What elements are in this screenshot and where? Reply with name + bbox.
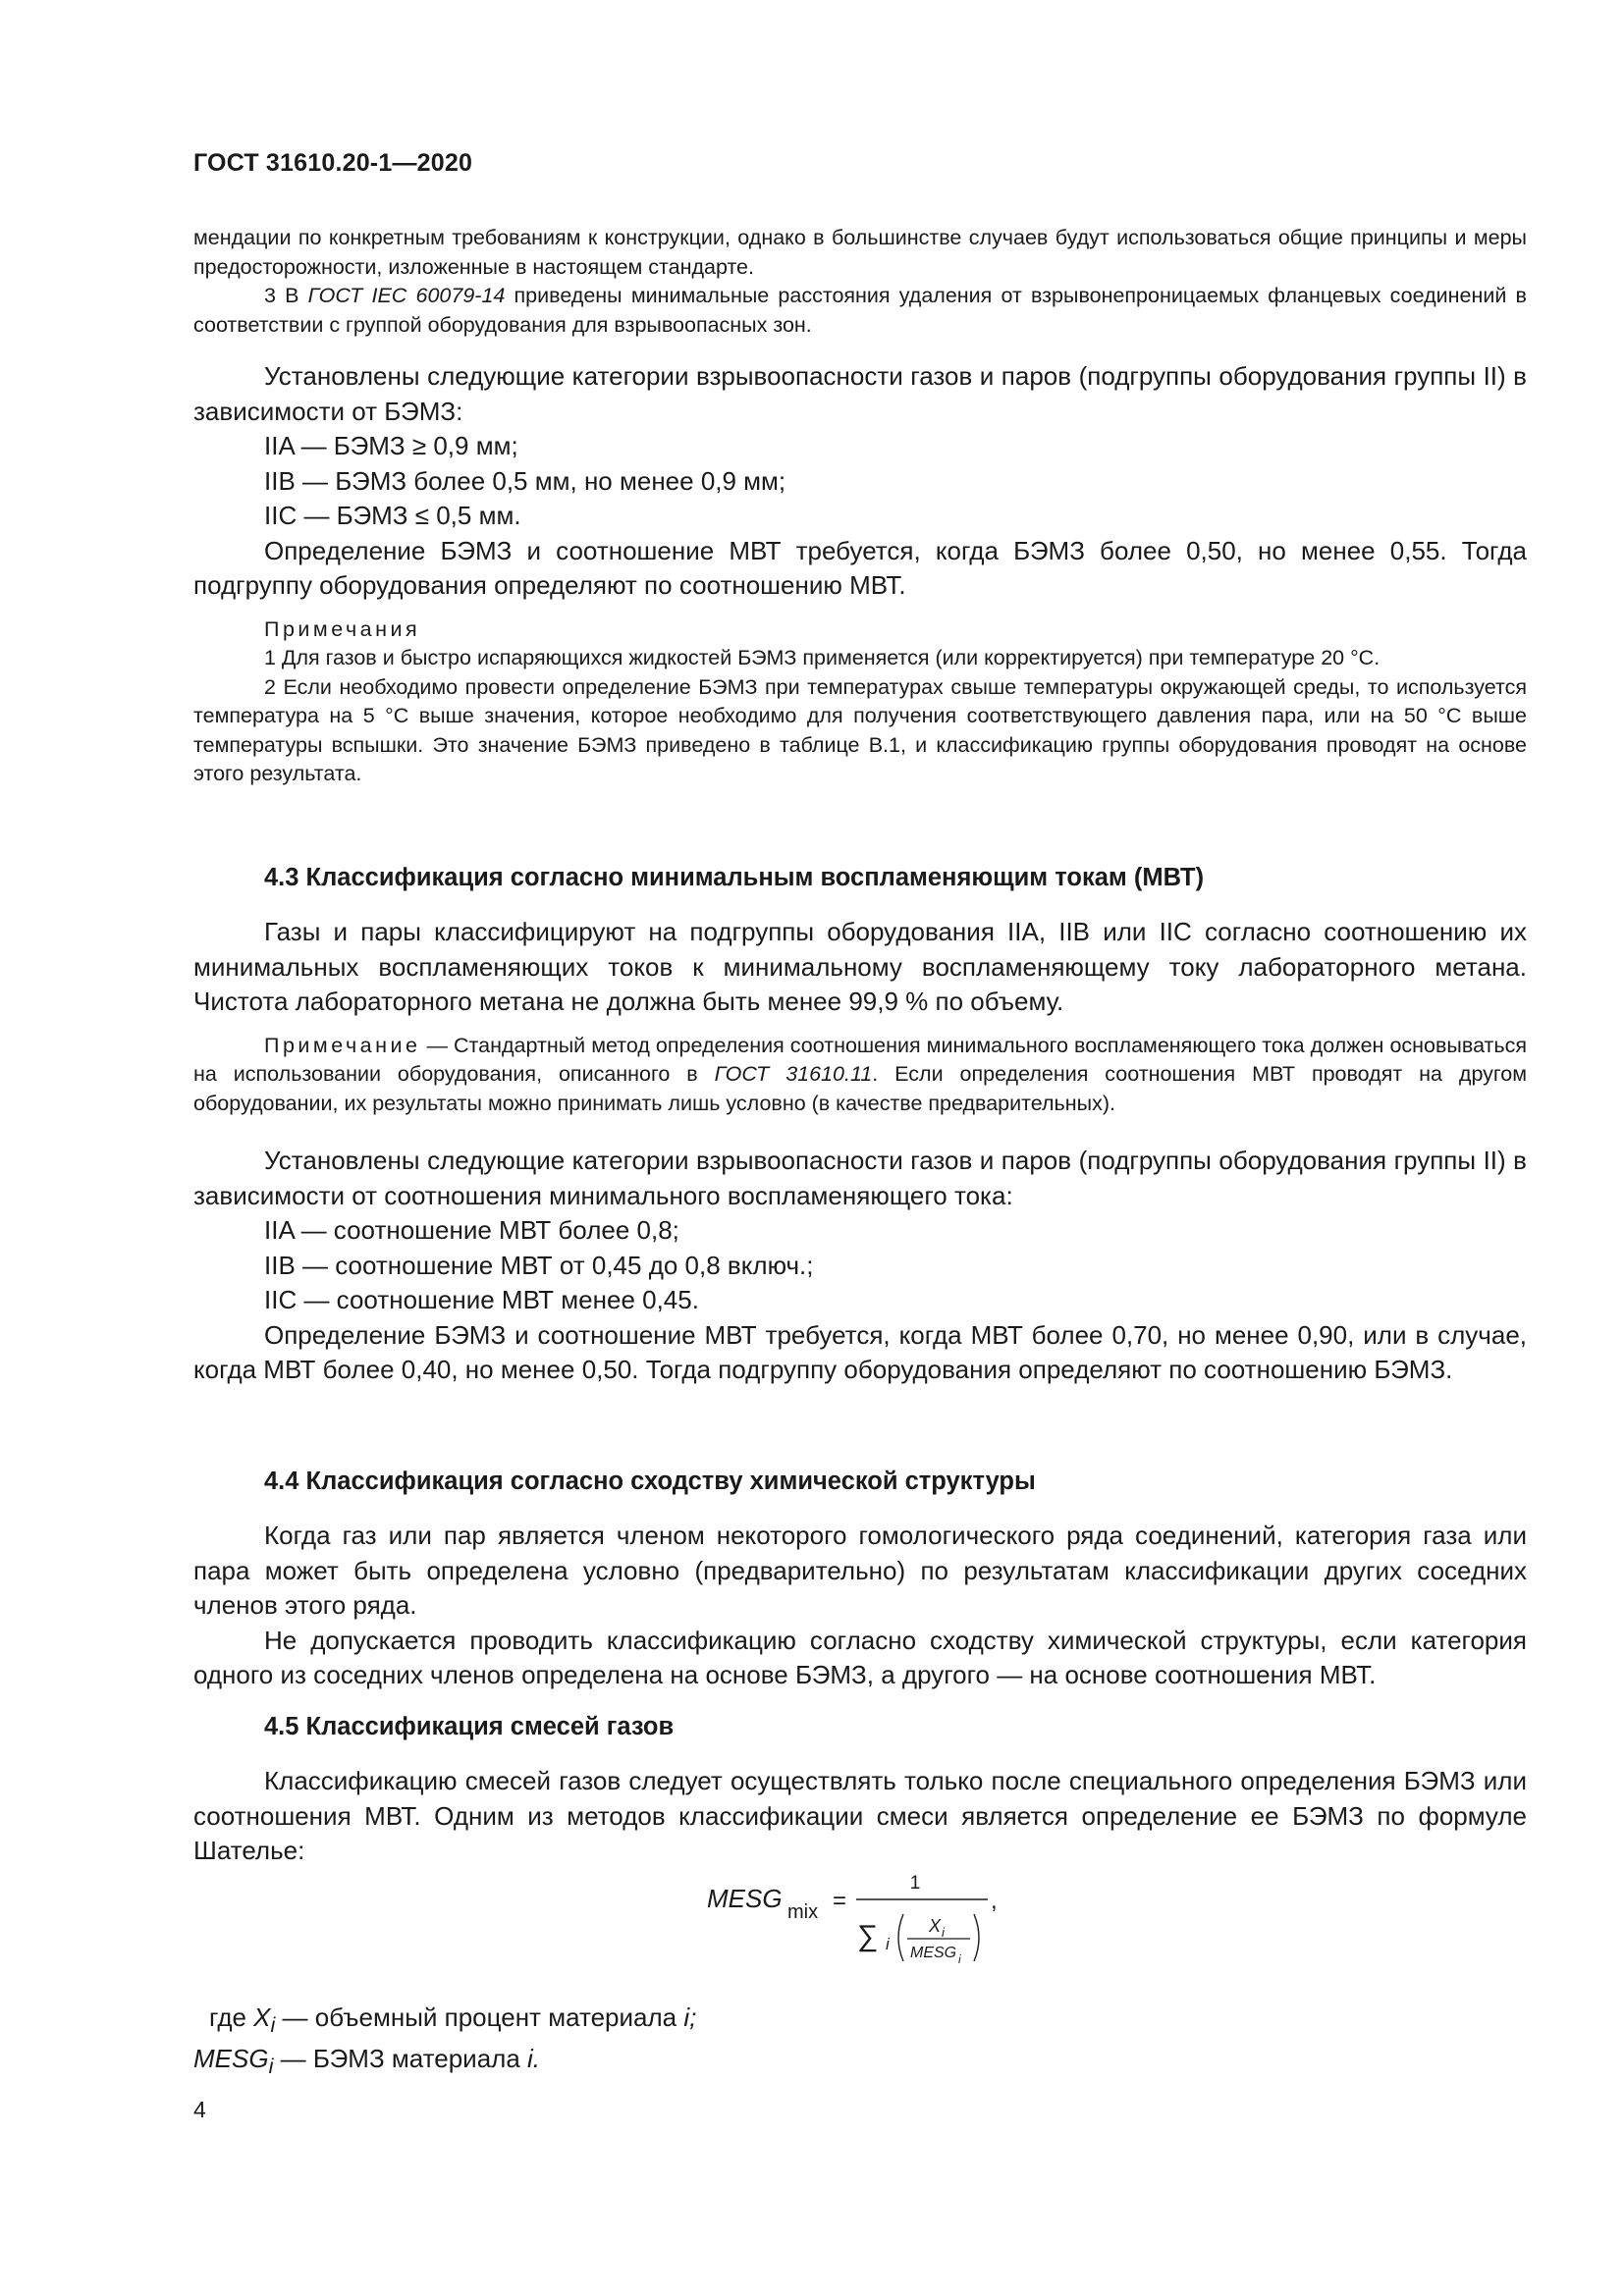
legend-variable: i; [683, 2002, 697, 2032]
note-3 [193, 282, 1527, 340]
formula-x-sub: i [942, 1925, 945, 1940]
legend-variable: MESG [193, 2044, 269, 2074]
section-4-4 [193, 1465, 1527, 1693]
formula-lhs: MESG [707, 1884, 783, 1913]
list-item: IIC — соотношение МВТ менее 0,45. [264, 1285, 699, 1314]
paragraph: Определение БЭМЗ и соотношение МВТ требуется, когда МВТ более 0,70, но менее 0,90, или в случае, когда МВТ более 0,40, но менее 0,50. Тогда подгруппу оборудования определяют по соотношению БЭМЗ. [193, 1319, 1527, 1384]
formula-lhs-sub: mix [787, 1901, 819, 1923]
note-label: Примечание [264, 1033, 421, 1057]
list-item: IIB — БЭМЗ более 0,5 мм, но менее 0,9 мм; [264, 465, 786, 496]
note-1: 1 Для газов и быстро испаряющихся жидкостей БЭМЗ применяется (или корректируется) при температуре 20 °C. [264, 646, 1380, 669]
formula-sum-sign: ∑ [857, 1920, 879, 1952]
section-4-3 [193, 861, 1527, 1388]
paragraph: Газы и пары классифицируют на подгруппы оборудования IIA, IIB или IIC согласно соотношению их минимальных воспламеняющих токов к минимальному воспламеняющему току лабораторного метана. Чистота лабораторного метана не должна быть менее 99,9 % по объему. [193, 917, 1527, 1016]
legend-variable: X [253, 2002, 271, 2032]
legend-subscript: i [268, 2054, 274, 2079]
page-title: ГОСТ 31610.20-1—2020 [193, 149, 473, 177]
note-text: — Стандартный метод определения соотношения минимального воспламеняющего тока должен основываться на использовании оборудования, описанного в [193, 1033, 1527, 1086]
legend-subscript: i [270, 2012, 276, 2038]
chatelier-formula [707, 1853, 1021, 1981]
paragraph: Установлены следующие категории взрывоопасности газов и паров (подгруппы оборудования группы II) в зависимости от БЭМЗ: [193, 361, 1527, 426]
formula-sum-sub: i [886, 1935, 890, 1953]
section-heading: 4.5 Классификация смесей газов [264, 1713, 675, 1740]
paragraph: Определение БЭМЗ и соотношение МВТ требуется, когда БЭМЗ более 0,50, но менее 0,55. Тогда подгруппу оборудования определяют по соотношению МВТ. [193, 535, 1527, 600]
standard-reference: ГОСТ 31610.11 [714, 1062, 873, 1086]
legend-text: — объемный процент материала [275, 2002, 684, 2032]
formula-equals: = [833, 1888, 847, 1914]
list-item: IIA — БЭМЗ ≥ 0,9 мм; [264, 431, 518, 460]
note-2: 2 Если необходимо провести определение БЭМЗ при температурах свыше температуры окружающей среды, то используется температура на 5 °C выше значения, которое необходимо для получения соответствующего давления пара, или на 50 °C выше температуры вспышки. Это значение БЭМЗ приведено в таблице В.1, и классификацию группы оборудования проводят на основе этого результата. [193, 674, 1527, 785]
formula-mesg-sub: i [958, 1952, 961, 1966]
legend-variable: i. [527, 2044, 541, 2074]
top-notes [193, 224, 1527, 340]
list-item: IIC — БЭМЗ ≤ 0,5 мм. [264, 501, 521, 530]
formula-x: X [929, 1916, 942, 1936]
formula-numerator: 1 [909, 1873, 921, 1894]
section-4-5 [193, 1710, 1527, 1869]
page-number: 4 [193, 2097, 206, 2122]
paragraph: Не допускается проводить классификацию согласно сходству химической структуры, если категория одного из соседних членов определена на основе БЭМЗ, а другого — на основе соотношения МВТ. [193, 1625, 1527, 1689]
list-item: IIA — соотношение МВТ более 0,8; [264, 1215, 679, 1245]
standard-reference: ГОСТ IEC 60079-14 [307, 284, 506, 307]
formula-mesg: MESG [910, 1945, 957, 1961]
formula-comma: , [991, 1888, 998, 1914]
formula-left-paren [898, 1914, 903, 1961]
notes-title: Примечания [264, 616, 421, 641]
formula-legend [193, 2001, 696, 2083]
legend-line [193, 2001, 696, 2042]
legend-text: — БЭМЗ материала [273, 2044, 528, 2074]
paragraph: Классификацию смесей газов следует осуществлять только после специального определения БЭМЗ или соотношения МВТ. Одним из методов классификации смеси является определение ее БЭМЗ по формуле Шателье: [193, 1766, 1527, 1865]
note-3-number: 3 В [264, 284, 308, 307]
legend-line [193, 2042, 696, 2083]
formula-right-paren [974, 1914, 979, 1961]
list-item: IIB — соотношение МВТ от 0,45 до 0,8 включ.; [264, 1250, 814, 1280]
note-text: . Если определения соотношения МВТ проводят на другом оборудовании, их результаты можно принимать лишь условно (в качестве предварительных). [193, 1062, 1528, 1115]
section-heading: 4.3 Классификация согласно минимальным воспламеняющим токам (МВТ) [264, 864, 1205, 891]
paragraph: Когда газ или пар является членом некоторого гомологического ряда соединений, категория газа или пара может быть определена условно (предварительно) по результатам классификации других соседних членов этого ряда. [193, 1521, 1527, 1620]
paragraph: Установлены следующие категории взрывоопасности газов и паров (подгруппы оборудования группы II) в зависимости от соотношения минимального воспламеняющего тока: [193, 1146, 1527, 1210]
note [193, 1032, 1527, 1119]
section-4-2-tail [193, 359, 1527, 789]
note-3-text: приведены минимальные расстояния удаления от взрывонепроницаемых фланцевых соединений в соответствии с группой оборудования для взрывоопасных зон. [193, 284, 1527, 337]
note-continuation: мендации по конкретным требованиям к конструкции, однако в большинстве случаев будут использоваться общие принципы и меры предосторожности, изложенные в настоящем стандарте. [193, 226, 1527, 279]
legend-word: где [209, 2002, 254, 2032]
section-heading: 4.4 Классификация согласно сходству химической структуры [264, 1468, 1036, 1495]
